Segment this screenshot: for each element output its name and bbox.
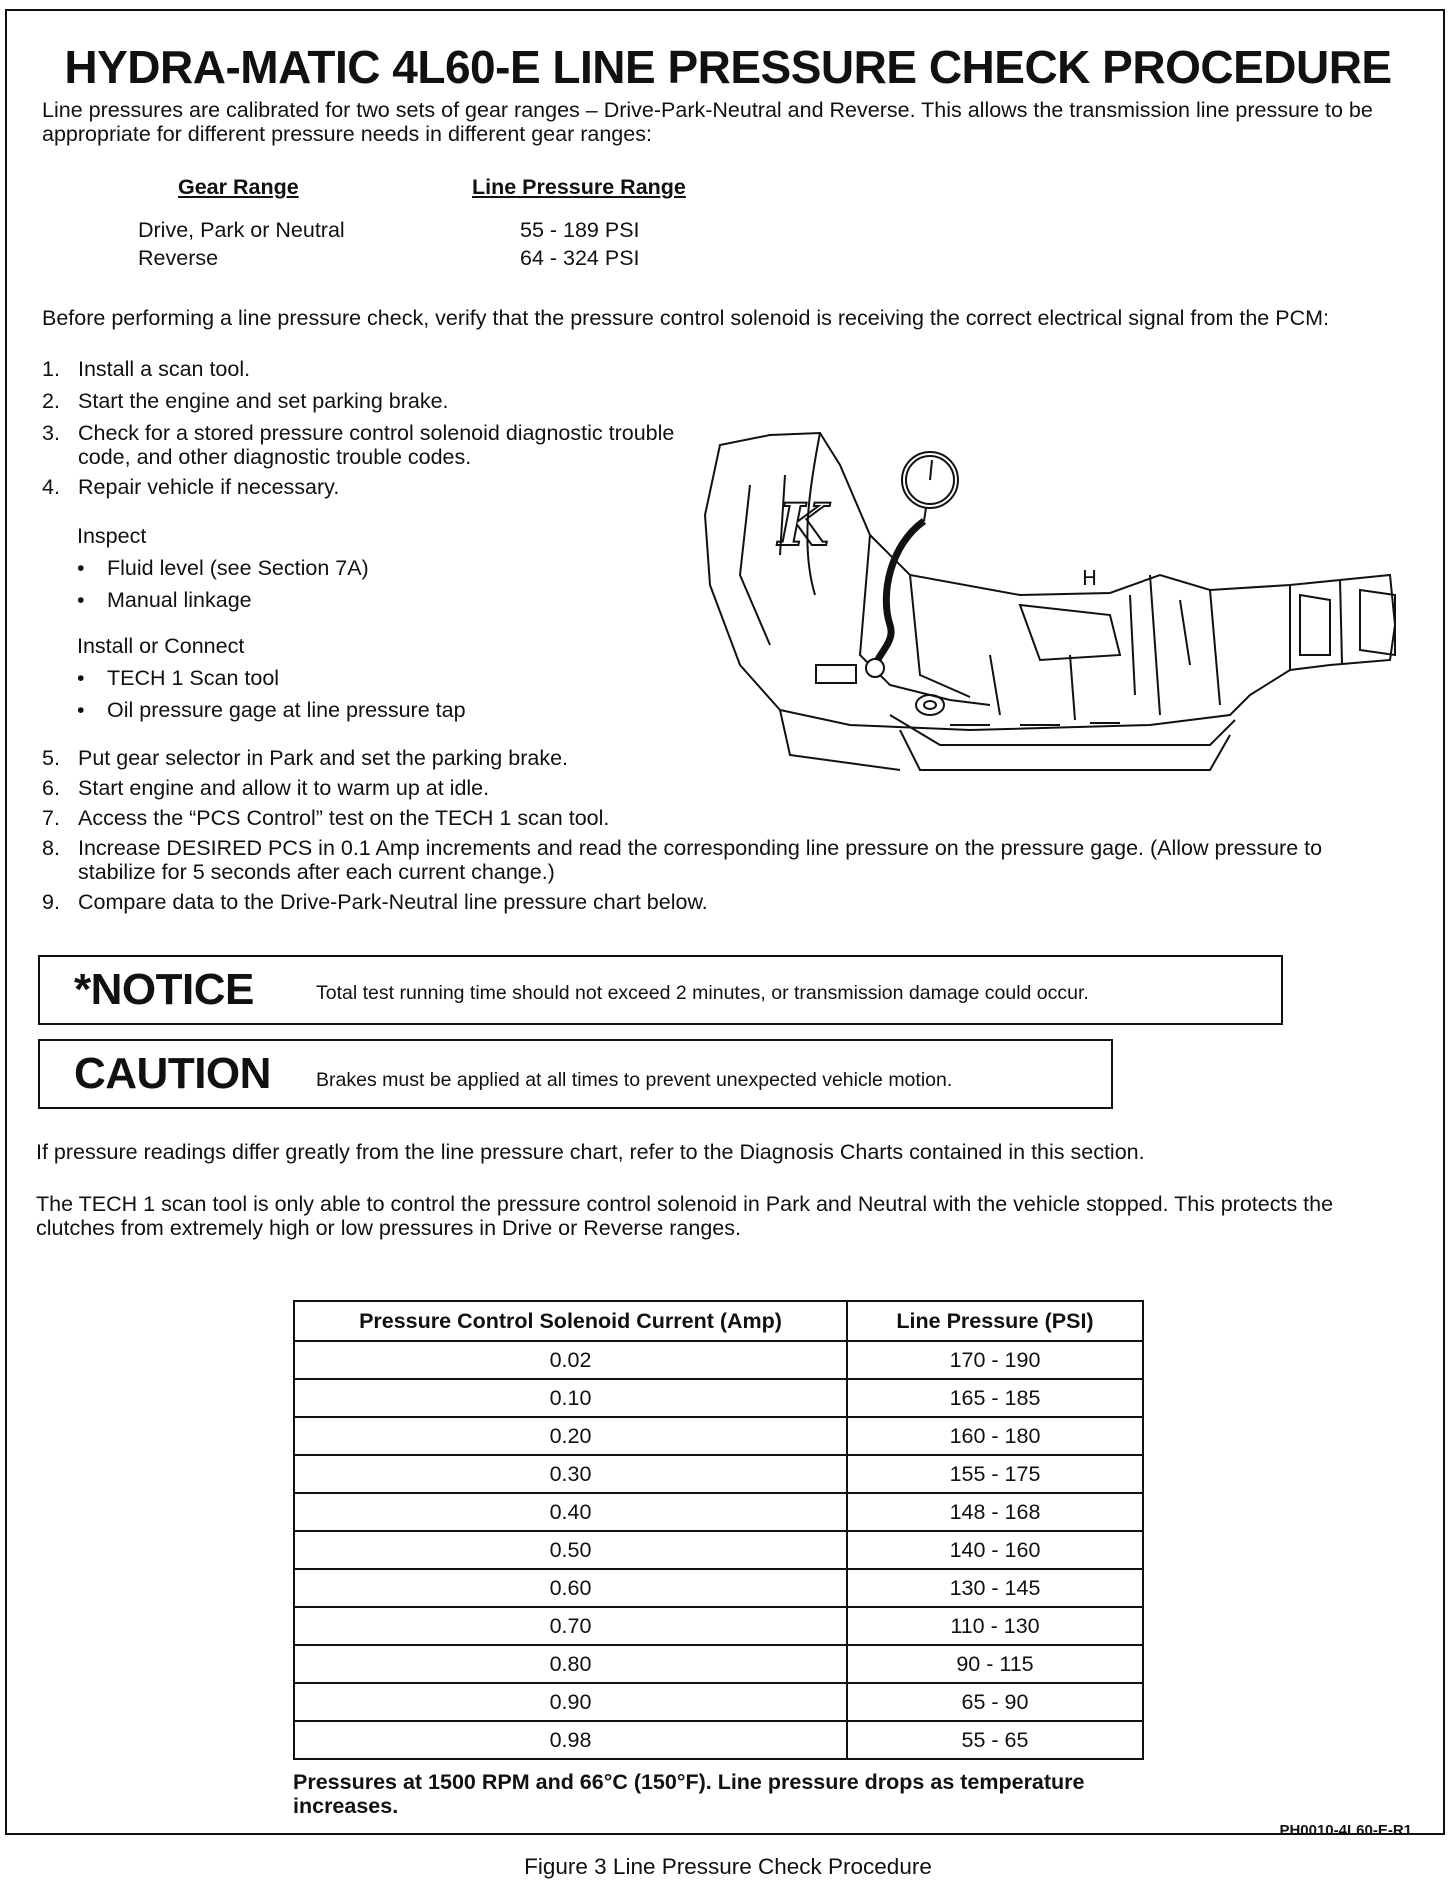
table-row	[294, 1417, 1143, 1455]
install-item: • Oil pressure gage at line pressure tap	[77, 698, 466, 722]
current-cell: 0.98	[294, 1721, 847, 1759]
pre-check-text: Before performing a line pressure check, verify that the pressure control solenoid is receiving the correct electrical signal from the PCM:	[42, 306, 1329, 330]
step-text: Compare data to the Drive-Park-Neutral line pressure chart below.	[78, 890, 708, 914]
table-row	[294, 1721, 1143, 1759]
step-item	[42, 357, 702, 381]
current-cell: 0.90	[294, 1683, 847, 1721]
step-text: Install a scan tool.	[78, 357, 251, 381]
step-text: Repair vehicle if necessary.	[78, 475, 340, 499]
pressure-range-cell: 55 - 189 PSI	[520, 218, 640, 242]
pressure-range-header: Line Pressure Range	[472, 175, 686, 199]
step-item	[42, 746, 1422, 770]
pressure-cell: 55 - 65	[847, 1721, 1143, 1759]
inspect-block	[77, 520, 369, 616]
pressure-cell: 110 - 130	[847, 1607, 1143, 1645]
page-title: HYDRA-MATIC 4L60-E LINE PRESSURE CHECK PROCEDURE	[64, 41, 1392, 93]
caution-label: CAUTION	[74, 1049, 271, 1098]
step-text: Start engine and allow it to warm up at idle.	[78, 776, 490, 800]
pressure-cell: 160 - 180	[847, 1417, 1143, 1455]
pressure-cell: 90 - 115	[847, 1645, 1143, 1683]
current-cell: 0.30	[294, 1455, 847, 1493]
gear-range-cell: Drive, Park or Neutral	[138, 218, 345, 242]
inspect-item: • Fluid level (see Section 7A)	[77, 556, 369, 580]
figure-caption: Figure 3 Line Pressure Check Procedure	[524, 1854, 932, 1879]
step-item	[42, 475, 702, 499]
table-row	[294, 1645, 1143, 1683]
step-number: 3.	[42, 421, 60, 445]
step-number: 5.	[42, 746, 60, 770]
pressure-range-cell: 64 - 324 PSI	[520, 246, 640, 270]
pressure-cell: 155 - 175	[847, 1455, 1143, 1493]
column-header-pressure: Line Pressure (PSI)	[847, 1301, 1143, 1341]
diagnosis-text: If pressure readings differ greatly from the line pressure chart, refer to the Diagnosis Charts contained in this section.	[36, 1140, 1145, 1164]
inspect-heading: Inspect	[77, 524, 147, 548]
table-row	[294, 1493, 1143, 1531]
step-item	[42, 421, 702, 469]
step-item	[42, 836, 1368, 884]
current-cell: 0.70	[294, 1607, 847, 1645]
step-item	[42, 776, 1422, 800]
table-row	[294, 1379, 1143, 1417]
current-cell: 0.80	[294, 1645, 847, 1683]
pressure-cell: 140 - 160	[847, 1531, 1143, 1569]
table-row	[294, 1455, 1143, 1493]
step-text: Increase DESIRED PCS in 0.1 Amp increments and read the corresponding line pressure on the pressure gage. (Allow pressure to stabilize for 5 seconds after each current change.)	[78, 836, 1323, 884]
steps-list-a	[42, 357, 702, 499]
step-number: 1.	[42, 357, 60, 381]
column-header-current: Pressure Control Solenoid Current (Amp)	[294, 1301, 847, 1341]
pressure-table	[293, 1300, 1144, 1760]
table-header-row	[294, 1301, 1143, 1341]
table-note: Pressures at 1500 RPM and 66°C (150°F). Line pressure drops as temperature increases.	[293, 1770, 1085, 1818]
pressure-cell: 165 - 185	[847, 1379, 1143, 1417]
gear-range-header: Gear Range	[178, 175, 299, 199]
step-number: 8.	[42, 836, 60, 860]
caution-text: Brakes must be applied at all times to prevent unexpected vehicle motion.	[316, 1069, 953, 1091]
inspect-item: • Manual linkage	[77, 588, 252, 612]
current-cell: 0.50	[294, 1531, 847, 1569]
install-item: • TECH 1 Scan tool	[77, 666, 280, 690]
current-cell: 0.10	[294, 1379, 847, 1417]
table-row	[294, 1569, 1143, 1607]
svg-text:H: H	[1082, 566, 1098, 590]
step-text: Access the “PCS Control” test on the TECH 1 scan tool.	[78, 806, 610, 830]
current-cell: 0.40	[294, 1493, 847, 1531]
pressure-cell: 148 - 168	[847, 1493, 1143, 1531]
tech1-text: The TECH 1 scan tool is only able to control the pressure control solenoid in Park and Neutral with the vehicle stopped. This protects the clutches from extremely high or low pressures in Drive or Reverse ranges.	[36, 1192, 1334, 1240]
notice-label: *NOTICE	[74, 965, 254, 1014]
pressure-cell: 130 - 145	[847, 1569, 1143, 1607]
current-cell: 0.20	[294, 1417, 847, 1455]
step-number: 9.	[42, 890, 60, 914]
table-row	[294, 1531, 1143, 1569]
step-item	[42, 890, 1422, 914]
step-number: 6.	[42, 776, 60, 800]
table-row	[294, 1683, 1143, 1721]
step-text: Put gear selector in Park and set the parking brake.	[78, 746, 568, 770]
intro-text: Line pressures are calibrated for two sets of gear ranges – Drive-Park-Neutral and Reverse. This allows the transmission line pressure to be appropriate for different pressure needs in different gear ranges:	[42, 98, 1373, 146]
steps-list-b	[42, 746, 1422, 914]
step-number: 4.	[42, 475, 60, 499]
step-text: Start the engine and set parking brake.	[78, 389, 449, 413]
step-item	[42, 806, 1422, 830]
install-heading: Install or Connect	[77, 634, 245, 658]
step-item	[42, 389, 702, 413]
table-row	[294, 1341, 1143, 1379]
current-cell: 0.02	[294, 1341, 847, 1379]
pressure-cell: 170 - 190	[847, 1341, 1143, 1379]
pressure-range-row	[520, 216, 640, 272]
current-cell: 0.60	[294, 1569, 847, 1607]
notice-box	[38, 955, 1283, 1025]
gear-range-row	[138, 216, 345, 272]
table-row	[294, 1607, 1143, 1645]
caution-box	[38, 1039, 1113, 1109]
step-number: 2.	[42, 389, 60, 413]
step-text: Check for a stored pressure control solenoid diagnostic trouble code, and other diagnostic trouble codes.	[78, 421, 675, 469]
figure-code: PH0010-4L60-E-R1	[1279, 1822, 1412, 1839]
step-number: 7.	[42, 806, 60, 830]
pressure-cell: 65 - 90	[847, 1683, 1143, 1721]
install-block	[77, 630, 466, 726]
notice-text: Total test running time should not exceed 2 minutes, or transmission damage could occur.	[316, 982, 1089, 1004]
svg-text:K: K	[778, 491, 829, 559]
gear-range-cell: Reverse	[138, 246, 219, 270]
